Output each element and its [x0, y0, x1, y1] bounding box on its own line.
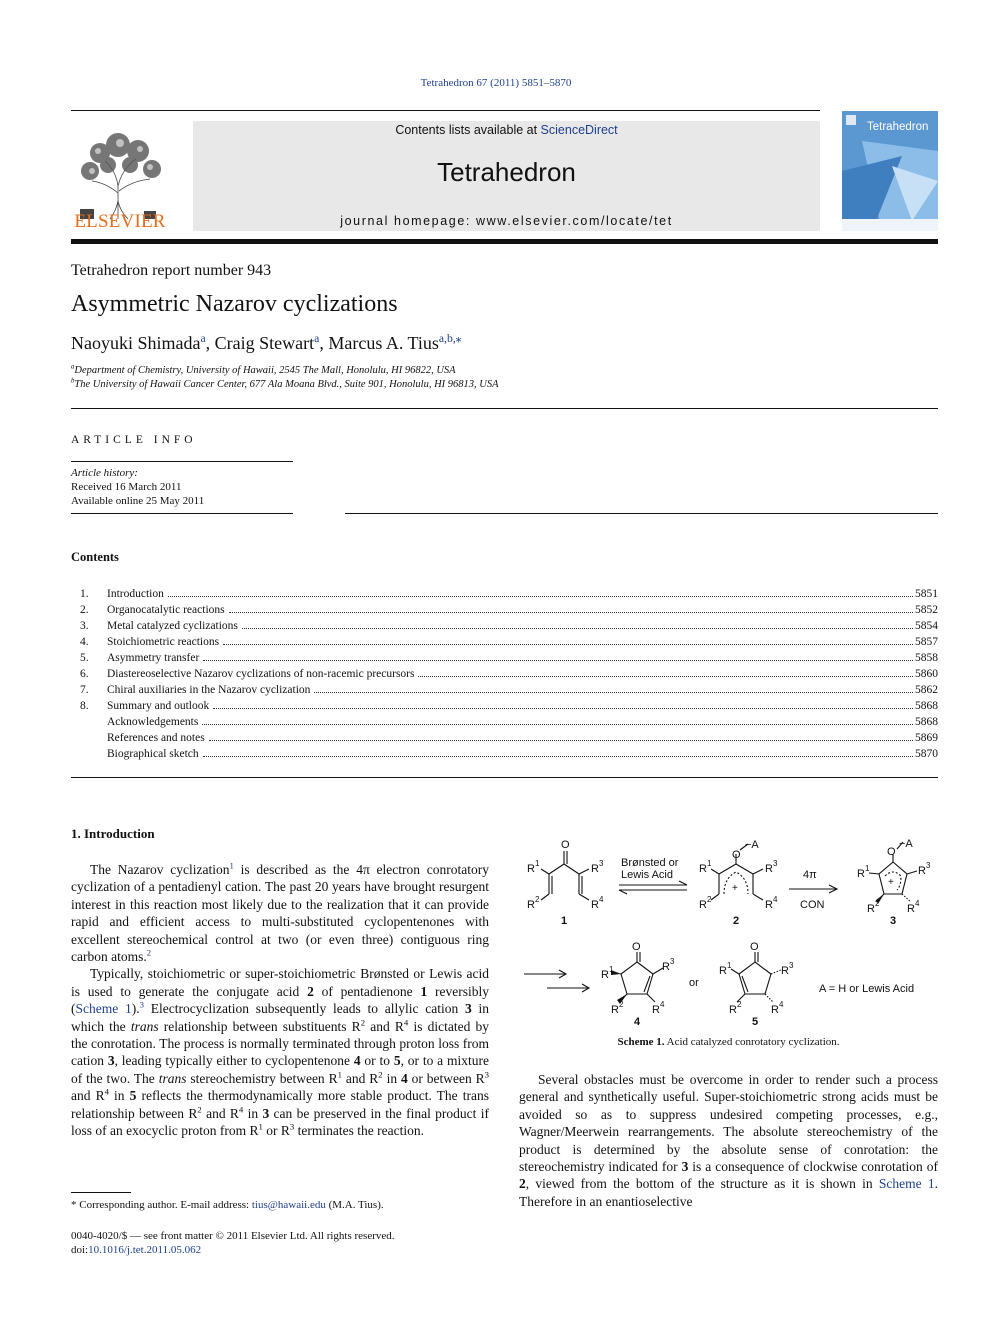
online-date: Available online 25 May 2011 — [71, 495, 205, 507]
toc-page: 5868 — [915, 716, 938, 728]
issn-line: 0040-4020/$ — see front matter © 2011 Elsevier Ltd. All rights reserved. — [71, 1230, 395, 1242]
svg-text:−A: −A — [745, 839, 759, 851]
svg-text:4: 4 — [779, 1000, 784, 1009]
svg-text:O: O — [732, 849, 741, 861]
toc-entry[interactable] — [80, 616, 938, 632]
toc-page: 5851 — [915, 588, 938, 600]
contents-prefix: Contents lists available at — [395, 123, 541, 137]
title-bottom-rule — [71, 408, 938, 409]
toc-label: Summary and outlook — [107, 700, 210, 712]
svg-text:4: 4 — [915, 899, 920, 908]
svg-text:O: O — [750, 941, 759, 953]
doi-link[interactable]: 10.1016/j.tet.2011.05.062 — [88, 1244, 202, 1256]
svg-text:O: O — [561, 839, 570, 851]
toc-leader — [418, 676, 913, 677]
ref-link[interactable]: 3 — [139, 999, 145, 1010]
intro-body-right — [519, 1071, 938, 1210]
affiliation-text: The University of Hawaii Cancer Center, 677 Ala Moana Blvd., Suite 901, Honolulu, HI 96813, USA — [74, 379, 499, 390]
toc-entry[interactable] — [80, 696, 938, 712]
svg-text:3: 3 — [890, 915, 897, 927]
svg-text:R: R — [601, 969, 609, 981]
article-info-heading: ARTICLE INFO — [71, 434, 197, 446]
doi-line — [71, 1243, 395, 1257]
author-list: Naoyuki Shimada$^a$, Craig Stewart$^a$, Marcus A. Tius$^{a,b,⁎}$ — [71, 332, 462, 353]
svg-text:3: 3 — [670, 957, 675, 966]
scheme-or-label: or — [689, 977, 699, 989]
footnote-suffix: (M.A. Tius). — [325, 1199, 384, 1211]
article-info-rule — [71, 461, 293, 462]
svg-text:3: 3 — [773, 859, 778, 868]
contents-heading: Contents — [71, 550, 119, 564]
svg-text:−A: −A — [899, 838, 913, 850]
svg-text:2: 2 — [875, 899, 880, 908]
caption-label: Scheme 1. — [617, 1036, 665, 1048]
toc-number: 8. — [80, 700, 89, 712]
svg-text:+: + — [732, 883, 738, 894]
affiliation-text: Department of Chemistry, University of Hawaii, 2545 The Mall, Honolulu, HI 96822, USA — [74, 365, 456, 376]
svg-text:R: R — [527, 899, 535, 911]
toc-entry[interactable] — [80, 584, 938, 600]
svg-text:1: 1 — [865, 864, 870, 873]
author-affiliation-mark[interactable]: a — [314, 332, 320, 345]
svg-text:1: 1 — [707, 859, 712, 868]
toc-number: 2. — [80, 604, 89, 616]
scheme-link[interactable]: Scheme 1 — [75, 1001, 132, 1017]
toc-leader — [209, 740, 913, 741]
footnote-rule — [71, 1192, 131, 1193]
ref-link[interactable]: 2 — [146, 947, 152, 958]
svg-text:R: R — [729, 1004, 737, 1016]
toc-page: 5870 — [915, 748, 938, 760]
abstract-bottom-rule — [345, 513, 938, 514]
toc-page: 5857 — [915, 636, 938, 648]
svg-text:3: 3 — [789, 961, 794, 970]
scheme-1-caption — [519, 1036, 938, 1048]
cover-title: Tetrahedron — [867, 121, 929, 133]
toc-entry[interactable] — [80, 680, 938, 696]
scheme-acid-label: Lewis Acid — [621, 869, 673, 881]
svg-text:5: 5 — [752, 1016, 759, 1028]
article-title: Asymmetric Nazarov cyclizations — [71, 291, 398, 317]
svg-text:4: 4 — [660, 1000, 665, 1009]
toc-page: 5858 — [915, 652, 938, 664]
report-number: Tetrahedron report number 943 — [71, 262, 272, 279]
affiliation-b — [71, 379, 499, 390]
svg-text:2: 2 — [737, 1000, 742, 1009]
toc-label: Biographical sketch — [107, 748, 199, 760]
toc-leader — [229, 612, 913, 613]
intro-paragraph-1: The Nazarov cyclization$^1$ is described as the 4π electron conrotatory cyclization of a pentadienyl cation. The past 20 years have brought resurgent interest in this reaction most likely due to the realization that it can provide rapid and efficient access to multi-substituted cyclopentenones with excellent stereochemical control at two (or even three) contiguous ring carbon atoms.$^2$ — [71, 860, 490, 965]
toc-entry[interactable] — [80, 632, 938, 648]
ref-link[interactable]: 1 — [229, 860, 234, 871]
toc-leader — [203, 660, 913, 661]
svg-text:2: 2 — [619, 1000, 624, 1009]
contents-bottom-rule — [71, 777, 938, 778]
svg-text:4: 4 — [773, 895, 778, 904]
toc-page: 5869 — [915, 732, 938, 744]
svg-text:1: 1 — [535, 859, 540, 868]
intro-paragraph-3: Several obstacles must be overcome in order to render such a process general and synthetically useful. Super-stoichiometric strong acids must be avoided so as to suppress undesired competing processes, e.g., Wagner/Meerwein rearrangements. The absolute stereochemistry of the product is determined by the absolute sense of conrotation: the stereochemistry indicated for 3 is a consequence of clockwise conrotation of 2, viewed from the bottom of the structure as it is shown in Scheme 1. Therefore in an enantioselective — [519, 1072, 938, 1209]
toc-leader — [213, 708, 913, 709]
toc-number: 6. — [80, 668, 89, 680]
svg-text:O: O — [632, 941, 641, 953]
author-name: Craig Stewart — [214, 333, 315, 353]
elsevier-wordmark: ELSEVIER — [74, 211, 166, 232]
toc-leader — [314, 692, 913, 693]
contents-available-line — [193, 123, 820, 137]
header-thick-rule — [71, 239, 938, 244]
toc-leader — [242, 628, 913, 629]
svg-text:R: R — [918, 865, 926, 877]
toc-entry[interactable] — [80, 744, 938, 760]
toc-leader — [202, 724, 913, 725]
article-info-bottom-rule — [71, 513, 293, 514]
header-top-rule — [71, 110, 820, 111]
toc-label: Introduction — [107, 588, 164, 600]
svg-text:1: 1 — [561, 915, 568, 927]
toc-leader — [203, 756, 913, 757]
svg-text:3: 3 — [599, 859, 604, 868]
scheme-link[interactable]: Scheme 1 — [878, 1176, 935, 1192]
svg-text:2: 2 — [733, 915, 740, 927]
svg-text:O: O — [887, 846, 896, 858]
scheme-1-figure — [519, 836, 938, 1032]
svg-text:2: 2 — [707, 895, 712, 904]
scheme-4pi-label: 4π — [803, 869, 817, 881]
svg-text:R: R — [591, 863, 599, 875]
author-email-link[interactable]: tius@hawaii.edu — [251, 1199, 326, 1211]
toc-page: 5854 — [915, 620, 938, 632]
toc-page: 5862 — [915, 684, 938, 696]
author-name: Marcus A. Tius — [328, 333, 439, 353]
toc-label: Chiral auxiliaries in the Nazarov cyclization — [107, 684, 311, 696]
svg-text:R: R — [591, 899, 599, 911]
svg-text:1: 1 — [727, 961, 732, 970]
affiliation-mark: b — [71, 377, 75, 385]
toc-leader — [223, 644, 913, 645]
svg-text:+: + — [888, 877, 894, 888]
toc-page: 5852 — [915, 604, 938, 616]
svg-text:R: R — [857, 868, 865, 880]
section-heading-introduction: 1. Introduction — [71, 826, 155, 841]
article-history — [71, 466, 204, 508]
journal-citation[interactable]: Tetrahedron 67 (2011) 5851–5870 — [420, 77, 572, 89]
scheme-con-label: CON — [800, 899, 825, 911]
toc-page: 5868 — [915, 700, 938, 712]
svg-text:3: 3 — [926, 861, 931, 870]
toc-label: Metal catalyzed cyclizations — [107, 620, 238, 632]
toc-label: Stoichiometric reactions — [107, 636, 220, 648]
svg-text:R: R — [662, 961, 670, 973]
svg-text:2: 2 — [535, 895, 540, 904]
journal-cover-image — [842, 111, 938, 231]
svg-text:R: R — [719, 965, 727, 977]
svg-text:R: R — [527, 863, 535, 875]
scheme-acid-label: Brønsted or — [621, 857, 679, 869]
copyright-block — [71, 1229, 395, 1257]
toc-number: 1. — [80, 588, 89, 600]
toc-number: 3. — [80, 620, 89, 632]
corresponding-author-footnote — [71, 1199, 384, 1211]
footnote-prefix: * Corresponding author. E-mail address: — [71, 1199, 252, 1211]
toc-entry[interactable] — [80, 664, 938, 680]
svg-text:R: R — [699, 863, 707, 875]
journal-title: Tetrahedron — [437, 157, 576, 187]
intro-body-left — [71, 861, 489, 1140]
toc-label: Diastereoselective Nazarov cyclizations of non-racemic precursors — [107, 668, 415, 680]
toc-number: 4. — [80, 636, 89, 648]
affiliation-a — [71, 365, 456, 376]
svg-text:R: R — [652, 1004, 660, 1016]
svg-text:4: 4 — [599, 895, 604, 904]
intro-paragraph-2: Typically, stoichiometric or super-stoichiometric Brønsted or Lewis acid is used to generate the conjugate acid 2 of pentadienone 1 reversibly (Scheme 1).$^3$ Electrocyclization subsequently leads to allylic cation 3 in which the trans relationship between substituents $R^2$ and $R^4$ is dictated by the conrotation. The process is normally terminated through proton loss from cation 3, leading typically either to cyclopentenone 4 or to 5, or to a mixture of the two. The trans stereochemistry between $R^1$ and $R^2$ in 4 or between $R^3$ and $R^4$ in 5 reflects the thermodynamically more stable product. The trans relationship between $R^2$ and $R^4$ in 3 can be preserved in the final product if loss of an exocyclic proton from $R^1$ or $R^3$ terminates the reaction. — [71, 966, 490, 1139]
toc-label: Acknowledgements — [107, 716, 199, 728]
doi-prefix: doi: — [71, 1244, 89, 1256]
caption-text: Acid catalyzed conrotatory cyclization. — [666, 1036, 840, 1048]
svg-text:R: R — [781, 965, 789, 977]
svg-text:R: R — [765, 863, 773, 875]
affiliation-mark: a — [71, 363, 75, 371]
svg-text:R: R — [771, 1004, 779, 1016]
svg-text:1: 1 — [609, 965, 614, 974]
toc-number: 7. — [80, 684, 89, 696]
history-label: Article history: — [71, 467, 138, 479]
toc-entry[interactable] — [80, 648, 938, 664]
toc-label: References and notes — [107, 732, 205, 744]
toc-page: 5860 — [915, 668, 938, 680]
journal-homepage[interactable]: journal homepage: www.elsevier.com/locate/tet — [340, 214, 673, 228]
toc-leader — [168, 596, 913, 597]
svg-text:R: R — [699, 899, 707, 911]
received-date: Received 16 March 2011 — [71, 481, 182, 493]
svg-text:R: R — [867, 903, 875, 915]
svg-text:R: R — [907, 903, 915, 915]
svg-text:R: R — [765, 899, 773, 911]
svg-text:4: 4 — [634, 1016, 641, 1028]
toc-label: Asymmetry transfer — [107, 652, 200, 664]
sciencedirect-link[interactable]: ScienceDirect — [540, 123, 618, 137]
toc-number: 5. — [80, 652, 89, 664]
svg-text:R: R — [611, 1004, 619, 1016]
toc-entry[interactable] — [80, 712, 938, 728]
toc-label: Organocatalytic reactions — [107, 604, 225, 616]
scheme-a-definition: A = H or Lewis Acid — [819, 983, 915, 995]
toc-entry[interactable] — [80, 600, 938, 616]
author-name: Naoyuki Shimada — [71, 333, 201, 353]
author-affiliation-mark[interactable]: a,b,⁎ — [438, 332, 462, 345]
author-affiliation-mark[interactable]: a — [200, 332, 206, 345]
toc-entry[interactable] — [80, 728, 938, 744]
